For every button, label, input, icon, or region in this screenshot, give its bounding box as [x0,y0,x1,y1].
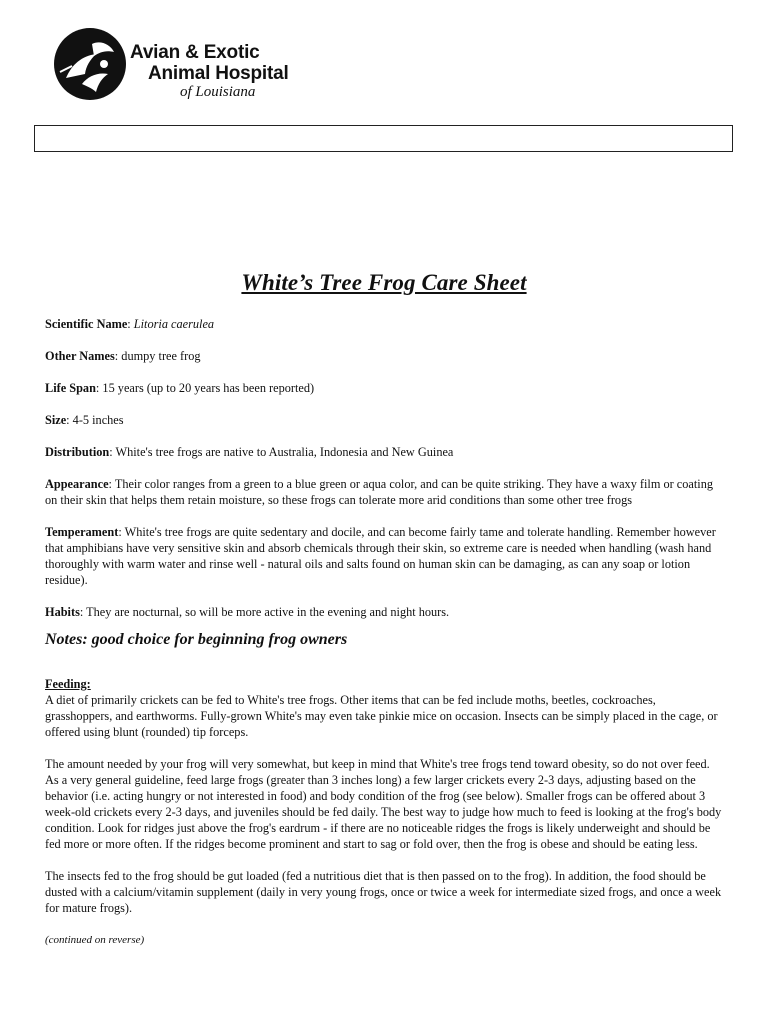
fact-habits: Habits: They are nocturnal, so will be more active in the evening and night hours. [45,605,450,619]
hospital-name-line1: Avian & Exotic [130,42,260,63]
fact-size: Size: 4-5 inches [45,413,124,427]
hospital-name-line2: Animal Hospital [148,63,289,84]
feeding-paragraph: The amount needed by your frog will very somewhat, but keep in mind that White's tree frogs tend toward obesity, so do not over feed. As a very general guideline, feed large frogs (greater than 3 inches long) a few larger crickets every 2-3 days, adjusting based on the behavior (i.e. acting hungry or not interested in food) and body condition of the frog (see below). Smaller frogs can be offered about 3 week-old crickets every 2-3 days, and juveniles should be fed daily. The best way to judge how much to feed is looking at the frog's body condition. Look for ridges just above the frog's eardrum - if there are no noticeable ridges the frogs is likely underweight and should be fed more or more often. If the ridges become prominent and start to sag or fold over, then the frog is obese and should be eating less. [45,757,722,851]
feeding-section [45,676,725,740]
fact-label: Other Names [45,349,115,363]
fact-label: Appearance [45,477,109,491]
fact-other-names: Other Names: dumpy tree frog [45,349,201,363]
fact-value: Litoria caerulea [133,317,215,331]
fact-value: White's tree frogs are quite sedentary and docile, and can become fairly tame and tolerate handling. Remember however that amphibians have very sensitive skin and absorb chemicals through their skin, so extreme care is needed when handling (wash hand thoroughly with warm water and rinse well - natural oils and salts found on human skin can be damaging, as can any soap or lotion residue). [45,525,716,587]
fact-value: They are nocturnal, so will be more active in the evening and night hours. [86,605,450,619]
fact-value: dumpy tree frog [121,349,201,363]
hospital-name [130,42,289,84]
continued-note: (continued on reverse) [45,934,145,946]
fact-label: Size [45,413,67,427]
notes-heading: Notes: good choice for beginning frog owners [45,631,348,648]
page-title: White’s Tree Frog Care Sheet [241,270,527,295]
bird-emblem-icon [52,26,128,102]
fact-label: Distribution [45,445,110,459]
fact-label: Temperament [45,525,119,539]
fact-value: 4-5 inches [72,413,124,427]
feeding-heading: Feeding: [45,677,91,691]
fact-distribution: Distribution: White's tree frogs are native to Australia, Indonesia and New Guinea [45,445,454,459]
feeding-paragraph: The insects fed to the frog should be gut loaded (fed a nutritious diet that is then passed on to the frog). In addition, the food should be dusted with a calcium/vitamin supplement (daily in very young frogs, once or twice a week for intermediate sized frogs, and once a week for mature frogs). [45,869,722,915]
fact-value: White's tree frogs are native to Australia, Indonesia and New Guinea [115,445,454,459]
hospital-logo [52,26,312,106]
blank-info-box [34,125,733,152]
fact-scientific-name: Scientific Name: Litoria caerulea [45,317,215,331]
care-sheet-body [45,316,725,964]
fact-value: Their color ranges from a green to a blue green or aqua color, and can be quite striking. They have a waxy film or coating on their skin that helps them retain moisture, so these frogs can tolerate more arid conditions than some other tree frogs [45,477,714,507]
fact-life-span: Life Span: 15 years (up to 20 years has been reported) [45,381,315,395]
feeding-paragraph: A diet of primarily crickets can be fed to White's tree frogs. Other items that can be fed include moths, beetles, cockroaches, grasshoppers, and earthworms. Fully-grown White's may even take pinkie mice on occasion. Insects can be simply placed in the cage, or offered using blunt (rounded) tip forceps. [45,693,718,739]
fact-appearance: Appearance: Their color ranges from a green to a blue green or aqua color, and can be quite striking. They have a waxy film or coating on their skin that helps them retain moisture, so these frogs can tolerate more arid conditions than some other tree frogs [45,477,714,507]
fact-temperament: Temperament: White's tree frogs are quite sedentary and docile, and can become fairly tame and tolerate handling. Remember however that amphibians have very sensitive skin and absorb chemicals through their skin, so extreme care is needed when handling (wash hand thoroughly with warm water and rinse well - natural oils and salts found on human skin can be damaging, as can any soap or lotion residue). [45,525,716,587]
fact-label: Life Span [45,381,96,395]
fact-label: Scientific Name [45,317,128,331]
fact-label: Habits [45,605,80,619]
fact-value: 15 years (up to 20 years has been reported) [102,381,315,395]
hospital-location: of Louisiana [180,84,256,100]
